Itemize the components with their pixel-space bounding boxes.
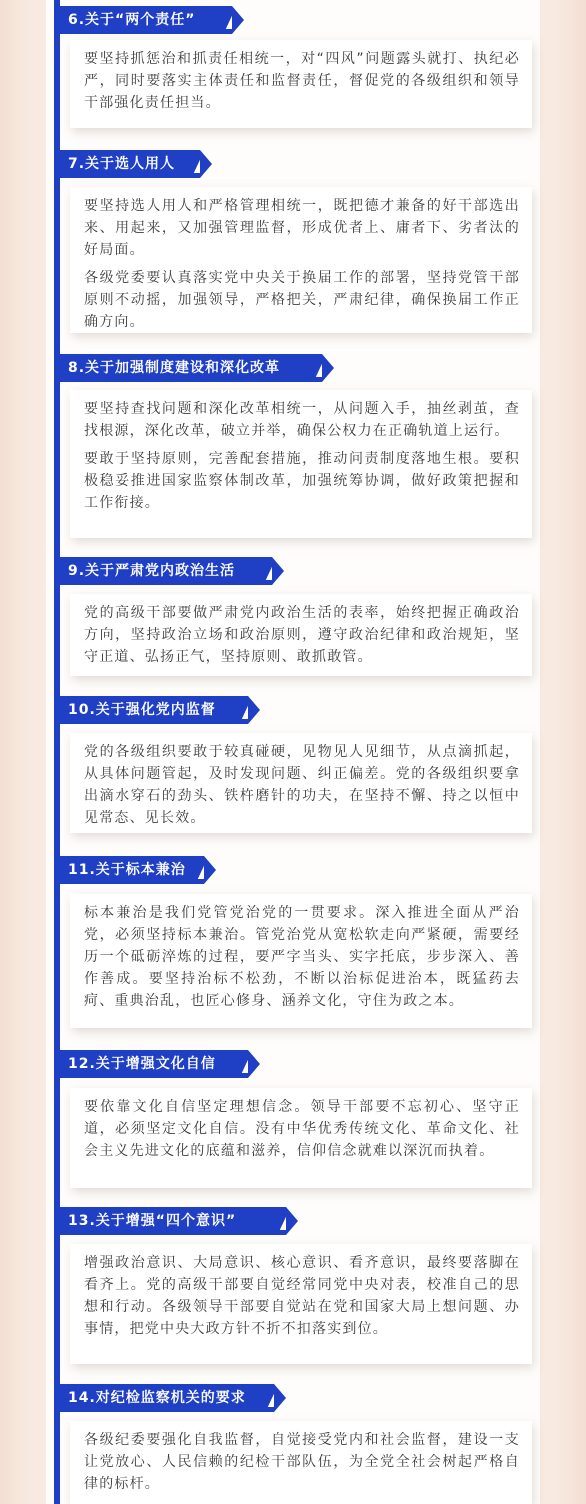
section-title-badge bbox=[60, 1207, 286, 1235]
section-title: 7.关于选人用人 bbox=[68, 156, 176, 172]
section-title: 10.关于强化党内监督 bbox=[68, 702, 216, 718]
timeline-bar bbox=[54, 0, 60, 1504]
section-card bbox=[70, 1088, 532, 1188]
section-card bbox=[70, 187, 532, 333]
section-title: 11.关于标本兼治 bbox=[68, 862, 186, 878]
section-paragraph: 要坚持选人用人和严格管理相统一，既把德才兼备的好干部选出来、用起来，又加强管理监督，形成优者上、庸者下、劣者汰的好局面。 bbox=[84, 198, 520, 258]
section-paragraph: 党的高级干部要做严肃党内政治生活的表率，始终把握正确政治方向，坚持政治立场和政治原则，遵守政治纪律和政治规矩，坚守正道、弘扬正气，坚持原则、敢抓敢管。 bbox=[84, 605, 520, 665]
section-title: 13.关于增强“四个意识” bbox=[68, 1213, 237, 1229]
section-title: 8.关于加强制度建设和深化改革 bbox=[68, 360, 281, 376]
section-title-badge bbox=[60, 1050, 248, 1078]
section-card bbox=[70, 40, 532, 128]
section-card bbox=[70, 894, 532, 1028]
section-title: 12.关于增强文化自信 bbox=[68, 1056, 216, 1072]
section-paragraph: 党的各级组织要敢于较真碰硬，见物见人见细节，从点滴抓起，从具体问题管起，及时发现问题、纠正偏差。党的各级组织要拿出滴水穿石的劲头、铁杵磨针的功夫，在坚持不懈、持之以恒中见常态、见长效。 bbox=[84, 744, 520, 826]
section-paragraph: 各级党委要认真落实党中央关于换届工作的部署，坚持党管干部原则不动摇，加强领导，严格把关，严肃纪律，确保换届工作正确方向。 bbox=[84, 270, 520, 330]
section-paragraph: 要敢于坚持原则，完善配套措施，推动问责制度落地生根。要积极稳妥推进国家监察体制改革，加强统筹协调，做好政策把握和工作衔接。 bbox=[84, 451, 520, 511]
section-card bbox=[70, 390, 532, 538]
section-title-badge bbox=[60, 150, 200, 178]
section-title: 9.关于严肃党内政治生活 bbox=[68, 563, 236, 579]
section-card bbox=[70, 1244, 532, 1364]
section-card bbox=[70, 733, 532, 833]
section-paragraph: 要依靠文化自信坚定理想信念。领导干部要不忘初心、坚守正道，必须坚定文化自信。没有中华优秀传统文化、革命文化、社会主义先进文化的底蕴和滋养，信仰信念就难以深沉而执着。 bbox=[84, 1099, 520, 1159]
section-paragraph: 要坚持抓惩治和抓责任相统一，对“四风”问题露头就打、执纪必严，同时要落实主体责任和监督责任，督促党的各级组织和领导干部强化责任担当。 bbox=[84, 51, 520, 111]
section-title-badge bbox=[60, 1384, 274, 1412]
section-title: 6.关于“两个责任” bbox=[68, 12, 196, 28]
section-title-badge bbox=[60, 354, 322, 382]
section-title-badge bbox=[60, 6, 232, 34]
section-title-badge bbox=[60, 856, 204, 884]
section-paragraph: 标本兼治是我们党管党治党的一贯要求。深入推进全面从严治党，必须坚持标本兼治。管党治党从宽松软走向严紧硬，需要经历一个砥砺淬炼的过程，要严字当头、实字托底，步步深入、善作善成。要坚持治标不松劲，不断以治标促进治本，既猛药去疴、重典治乱，也匠心修身、涵养文化，守住为政之本。 bbox=[84, 905, 520, 1009]
section-title-badge bbox=[60, 696, 248, 724]
section-card bbox=[70, 1421, 532, 1504]
section-card bbox=[70, 594, 532, 676]
section-paragraph: 要坚持查找问题和深化改革相统一，从问题入手，抽丝剥茧，查找根源，深化改革，破立并举，确保公权力在正确轨道上运行。 bbox=[84, 401, 520, 439]
section-paragraph: 增强政治意识、大局意识、核心意识、看齐意识，最终要落脚在看齐上。党的高级干部要自觉经常同党中央对表，校准自己的思想和行动。各级领导干部要自觉站在党和国家大局上想问题、办事情，把党中央大政方针不折不扣落实到位。 bbox=[84, 1255, 520, 1337]
section-paragraph: 各级纪委要强化自我监督，自觉接受党内和社会监督，建设一支让党放心、人民信赖的纪检干部队伍，为全党全社会树起严格自律的标杆。 bbox=[84, 1432, 520, 1492]
section-title-badge bbox=[60, 557, 272, 585]
section-title: 14.对纪检监察机关的要求 bbox=[68, 1390, 246, 1406]
